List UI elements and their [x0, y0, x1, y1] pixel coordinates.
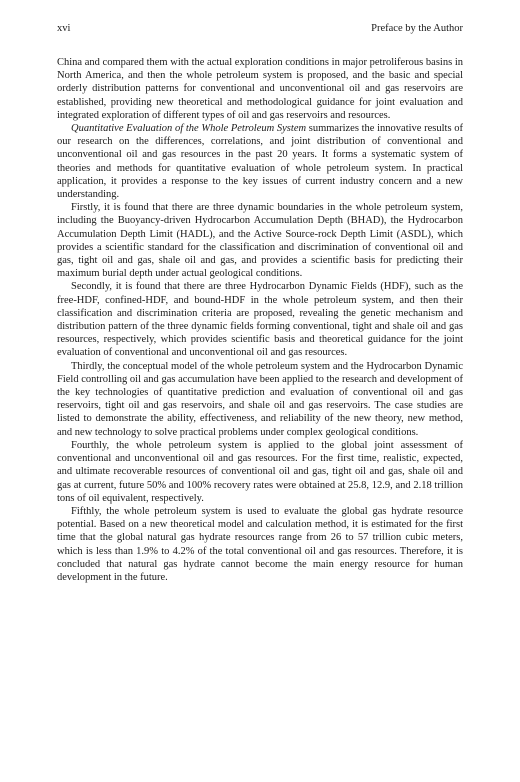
paragraph	[57, 122, 463, 201]
paragraph-text: summarizes the innovative results of our research on the differences, correlations, and joint distribution of conventional and unconventional oil and gas resources in the past 20 years. It forms a systematic system of theories and methods for quantitative evaluation of whole petroleum system. In practical application, it provides a response to the key issues of current industry concern and a new understanding.	[57, 123, 463, 201]
body-text	[57, 56, 463, 584]
paragraph-text: Firstly, it is found that there are three dynamic boundaries in the whole petroleum system, including the Buoyancy-driven Hydrocarbon Accumulation Depth (BHAD), the Hydrocarbon Accumulation Depth Limit (HADL), and the Active Source-rock Depth Limit (ASDL), which provides a scientific standard for the classification and discrimination of conventional oil and gas, tight oil and gas, shale oil and gas, and provides a scientific basis for predicting their maximum burial depth under actual geological conditions.	[57, 202, 463, 280]
paragraph-text: China and compared them with the actual exploration conditions in major petroliferous basins in North America, and then the whole petroleum system is proposed, and the basic and special orderly distribution patterns for conventional and unconventional oil and gas reservoirs are established, providing new theoretical and methodological guidance for joint evaluation and integrated exploration of different types of oil and gas reservoirs and resources.	[57, 57, 463, 121]
paragraph	[57, 360, 463, 439]
book-title: Quantitative Evaluation of the Whole Petroleum System	[71, 123, 307, 135]
paragraph-text: Thirdly, the conceptual model of the whole petroleum system and the Hydrocarbon Dynamic Field controlling oil and gas accumulation have been applied to the research and development of the key technologies of quantitative prediction and evaluation of conventional oil and gas reservoirs, tight oil and gas reservoirs, and shale oil and gas reservoirs. The case studies are listed to demonstrate the ability, effectiveness, and reliability of the new theory, new method, and new technology to solve practical problems under complex geological conditions.	[57, 360, 463, 438]
paragraph	[57, 280, 463, 359]
paragraph	[57, 201, 463, 280]
paragraph	[57, 439, 463, 505]
paragraph	[57, 56, 463, 122]
paragraph-text: Fourthly, the whole petroleum system is applied to the global joint assessment of conventional and unconventional oil and gas resources. For the first time, realistic, expected, and ultimate recoverable resources of conventional oil and gas, tight oil and gas, shale oil and gas at current, future 50% and 100% recovery rates were obtained at 25.8, 12.9, and 2.18 trillion tons of oil equivalent, respectively.	[57, 439, 463, 504]
running-title: Preface by the Author	[371, 23, 463, 34]
running-head	[57, 22, 463, 36]
paragraph-text: Secondly, it is found that there are three Hydrocarbon Dynamic Fields (HDF), such as the free-HDF, confined-HDF, and bound-HDF in the whole petroleum system, and then their classification and discrimination criteria are proposed, revealing the genetic mechanism and distribution pattern of the three dynamic fields forming conventional, tight and shale oil and gas resources, respectively, which provides scientific basis and theoretical guidance for the joint evaluation of conventional and unconventional oil and gas resources.	[57, 281, 463, 359]
paragraph	[57, 505, 463, 584]
document-page	[57, 22, 463, 584]
paragraph-text: Fifthly, the whole petroleum system is used to evaluate the global gas hydrate resource potential. Based on a new theoretical model and calculation method, it is estimated for the first time that the global natural gas hydrate resources range from 26 to 57 trillion cubic meters, which is less than 1.9% to 4.2% of the total conventional oil and gas resources. Therefore, it is concluded that natural gas hydrate cannot become the main energy resource for human development in the future.	[57, 505, 463, 583]
page-number: xvi	[57, 23, 71, 34]
